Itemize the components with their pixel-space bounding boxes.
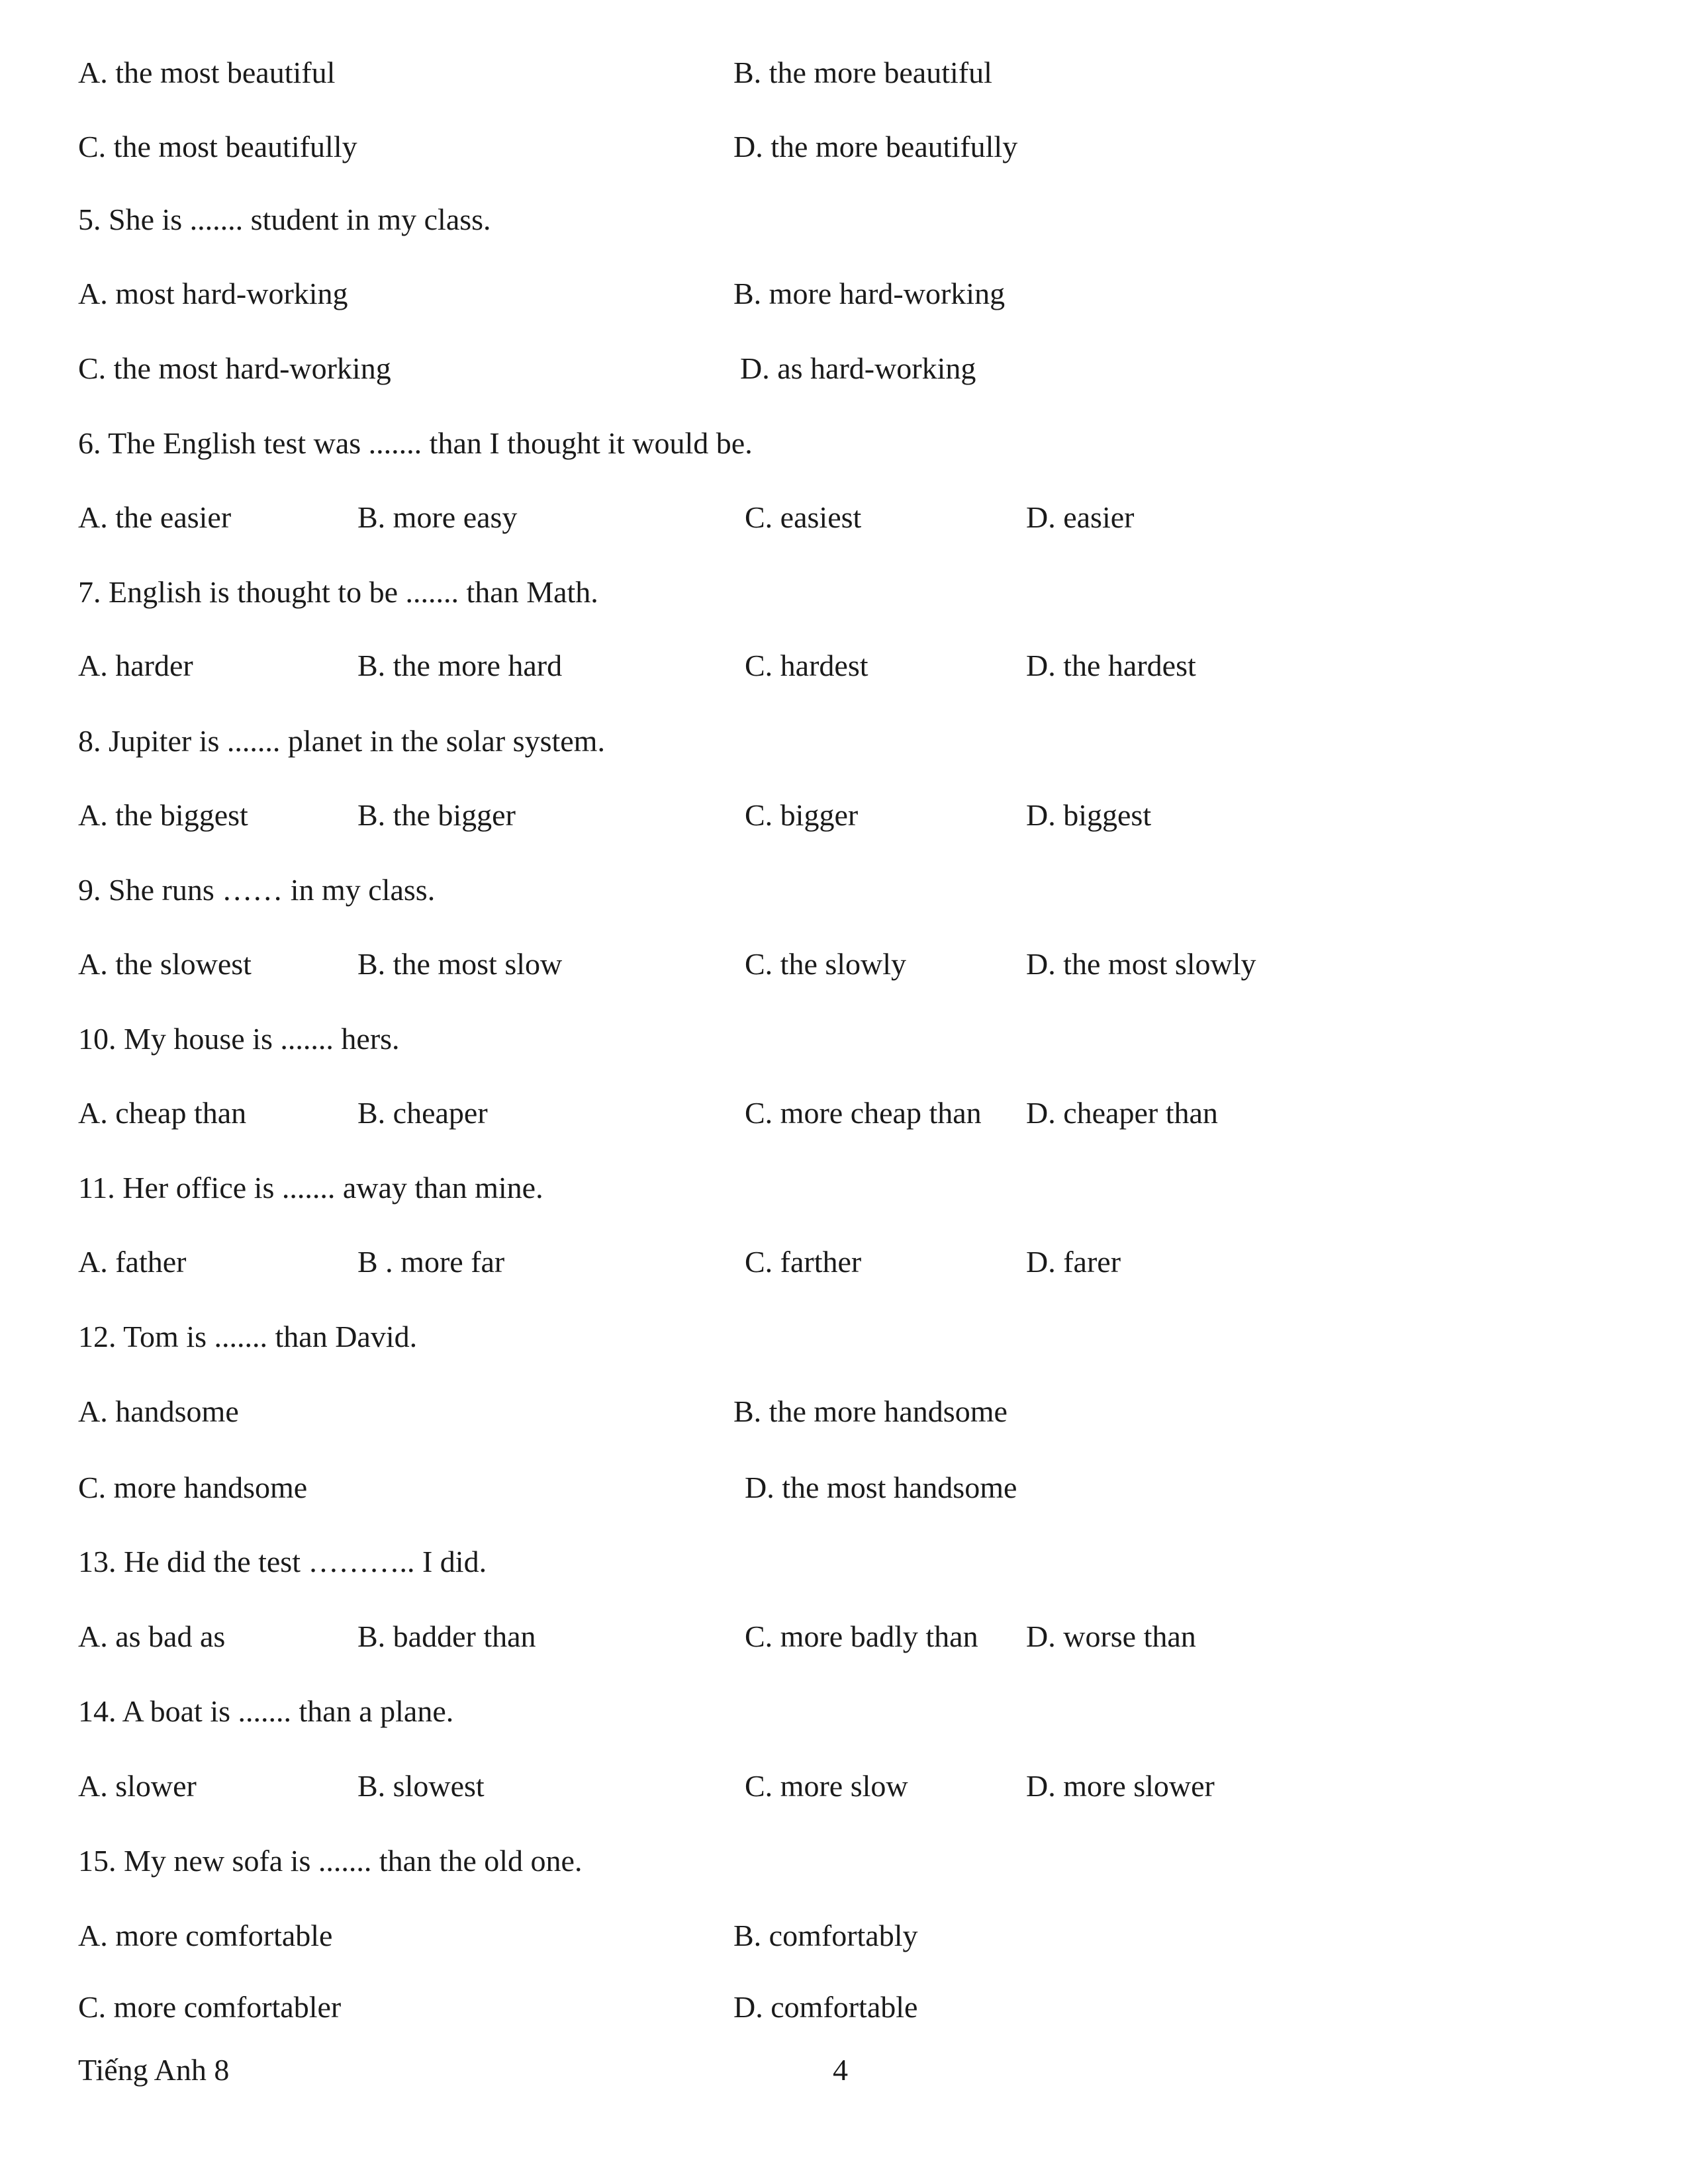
footer-page-number: 4 <box>833 2053 848 2087</box>
answer-option: A. cheap than <box>78 1096 247 1130</box>
answer-option: D. more slower <box>1026 1769 1215 1803</box>
answer-option: C. hardest <box>745 649 868 682</box>
answer-option: C. the most hard-working <box>78 351 391 385</box>
answer-option: D. the hardest <box>1026 649 1196 682</box>
question-text-label: 7. English is thought to be ....... than Math. <box>78 575 598 609</box>
answer-option: B. the more beautiful <box>733 56 992 89</box>
answer-option: B. the more hard <box>357 649 563 682</box>
answer-option: C. the most beautifully <box>78 130 357 163</box>
question-text-label: 11. Her office is ....... away than mine. <box>78 1171 543 1205</box>
answer-option: A. most hard-working <box>78 277 348 310</box>
footer-subject: Tiếng Anh 8 <box>78 2053 230 2087</box>
answer-option: D. the most slowly <box>1026 947 1256 981</box>
answer-option: C. more slow <box>745 1769 908 1803</box>
answer-option: C. farther <box>745 1245 862 1279</box>
answer-option: A. the most beautiful <box>78 56 336 89</box>
question-text-label: 5. She is ....... student in my class. <box>78 203 491 236</box>
question-text-label: 12. Tom is ....... than David. <box>78 1320 418 1353</box>
answer-option: B. the more handsome <box>733 1394 1008 1428</box>
answer-option: B. the most slow <box>357 947 563 981</box>
answer-option: C. easiest <box>745 500 862 534</box>
answer-option: A. more comfortable <box>78 1919 333 1952</box>
answer-option: D. worse than <box>1026 1619 1196 1653</box>
answer-option: D. cheaper than <box>1026 1096 1218 1130</box>
answer-option: A. the easier <box>78 500 232 534</box>
answer-option: C. the slowly <box>745 947 907 981</box>
question-text-label: 8. Jupiter is ....... planet in the solar system. <box>78 724 605 758</box>
answer-option: B. slowest <box>357 1769 485 1803</box>
answer-option: B. the bigger <box>357 798 516 832</box>
answer-option: D. easier <box>1026 500 1135 534</box>
question-text-label: 9. She runs …… in my class. <box>78 873 436 907</box>
question-text-label: 10. My house is ....... hers. <box>78 1022 400 1056</box>
answer-option: B. more easy <box>357 500 518 534</box>
answer-option: D. comfortable <box>733 1990 918 2024</box>
answer-option: D. the most handsome <box>745 1471 1017 1504</box>
answer-option: A. father <box>78 1245 187 1279</box>
answer-option: A. slower <box>78 1769 197 1803</box>
answer-option: B. badder than <box>357 1619 536 1653</box>
answer-option: A. the slowest <box>78 947 252 981</box>
answer-option: A. handsome <box>78 1394 239 1428</box>
answer-option: D. the more beautifully <box>733 130 1018 163</box>
answer-option: A. harder <box>78 649 193 682</box>
answer-option: C. more comfortabler <box>78 1990 342 2024</box>
question-text-label: 6. The English test was ....... than I thought it would be. <box>78 426 753 460</box>
question-text-label: 14. A boat is ....... than a plane. <box>78 1694 454 1728</box>
answer-option: C. more handsome <box>78 1471 308 1504</box>
answer-option: B. more hard-working <box>733 277 1006 310</box>
answer-option: D. farer <box>1026 1245 1121 1279</box>
answer-option: D. biggest <box>1026 798 1152 832</box>
answer-option: A. as bad as <box>78 1619 226 1653</box>
answer-option: D. as hard-working <box>740 351 976 385</box>
answer-option: B . more far <box>357 1245 505 1279</box>
question-text-label: 13. He did the test ……….. I did. <box>78 1545 487 1578</box>
answer-option: A. the biggest <box>78 798 248 832</box>
answer-option: B. comfortably <box>733 1919 918 1952</box>
answer-option: B. cheaper <box>357 1096 488 1130</box>
answer-option: C. more cheap than <box>745 1096 982 1130</box>
answer-option: C. more badly than <box>745 1619 978 1653</box>
question-text-label: 15. My new sofa is ....... than the old one. <box>78 1844 583 1878</box>
answer-option: C. bigger <box>745 798 859 832</box>
